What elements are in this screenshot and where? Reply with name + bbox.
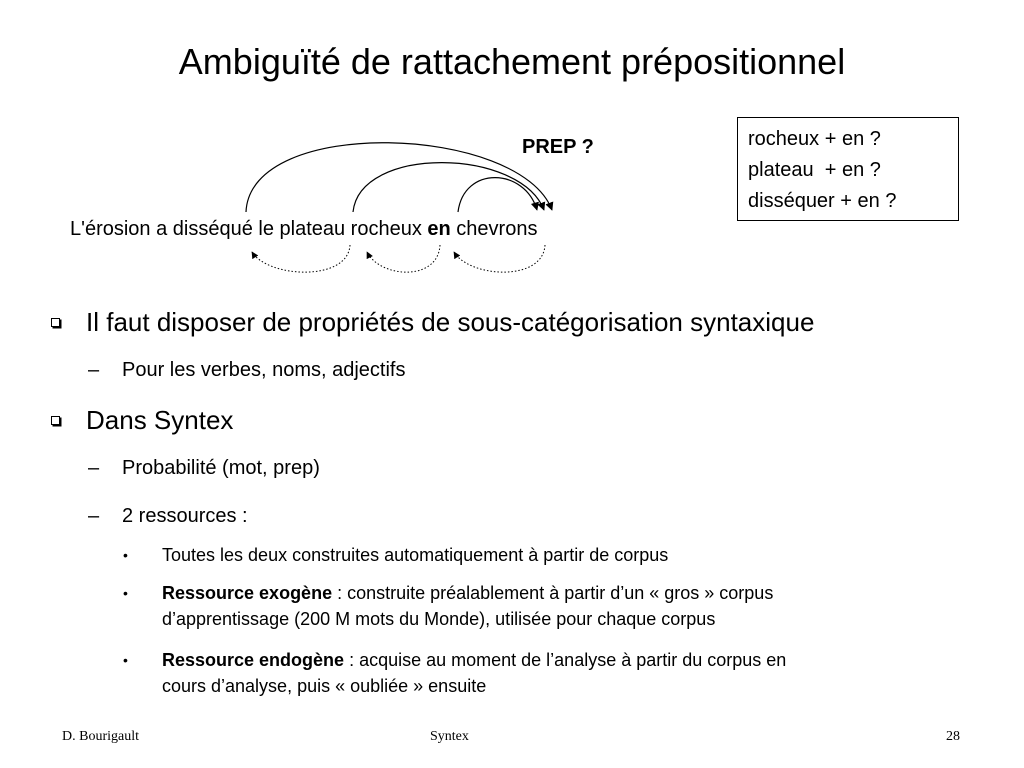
dot-marker: •: [123, 547, 128, 563]
resource-exogene-line2: d’apprentissage (200 M mots du Monde), utilisée pour chaque corpus: [162, 609, 716, 629]
sub-bullet-resources: 2 ressources :: [122, 505, 248, 527]
dot-marker: •: [123, 652, 128, 668]
sentence-before: L'érosion a disséqué le plateau rocheux: [70, 218, 428, 240]
prep-label: PREP ?: [522, 136, 594, 158]
footer-author: D. Bourigault: [62, 729, 139, 744]
resource-exogene-line1: [162, 580, 773, 606]
dotted-arc-3: [454, 245, 545, 272]
resource-both: Toutes les deux construites automatiquement à partir de corpus: [162, 545, 669, 565]
dash-marker: –: [88, 505, 100, 527]
resource-endogene-line2: cours d’analyse, puis « oubliée » ensuite: [162, 676, 487, 696]
sub-bullet-categories: Pour les verbes, noms, adjectifs: [122, 359, 406, 381]
footer-title: Syntex: [430, 729, 469, 744]
bullet-subcat: Il faut disposer de propriétés de sous-catégorisation syntaxique: [86, 307, 815, 337]
candidates-box: [737, 117, 959, 221]
resource-endogene-term: Ressource endogène: [162, 650, 345, 670]
page-number: 28: [946, 729, 960, 744]
example-sentence: [70, 216, 537, 242]
dot-marker: •: [123, 585, 128, 601]
arc-disseque-en: [246, 143, 552, 212]
dash-marker: –: [88, 457, 100, 479]
dotted-arc-1: [252, 245, 350, 272]
arc-plateau-en: [353, 163, 544, 212]
resource-exogene-term: Ressource exogène: [162, 583, 333, 603]
resource-endogene-line1: [162, 647, 786, 673]
candidate-rocheux: rocheux + en ?: [748, 128, 881, 150]
bullet-syntex: Dans Syntex: [86, 405, 234, 435]
resource-endogene-desc: : acquise au moment de l’analyse à partir du corpus en: [344, 650, 787, 670]
sub-bullet-probability: Probabilité (mot, prep): [122, 457, 320, 479]
square-bullet-icon: [51, 416, 60, 425]
candidate-dissequer: disséquer + en ?: [748, 190, 897, 212]
sentence-highlight: en: [427, 218, 451, 240]
arc-rocheux-en: [458, 178, 537, 212]
sentence-after: chevrons: [450, 218, 538, 240]
dash-marker: –: [88, 359, 100, 381]
candidate-plateau: plateau + en ?: [748, 159, 881, 181]
dotted-arc-2: [367, 245, 440, 272]
resource-exogene-desc: : construite préalablement à partir d’un « gros » corpus: [332, 583, 774, 603]
slide-title: Ambiguïté de rattachement prépositionnel: [178, 41, 846, 82]
square-bullet-icon: [51, 318, 60, 327]
